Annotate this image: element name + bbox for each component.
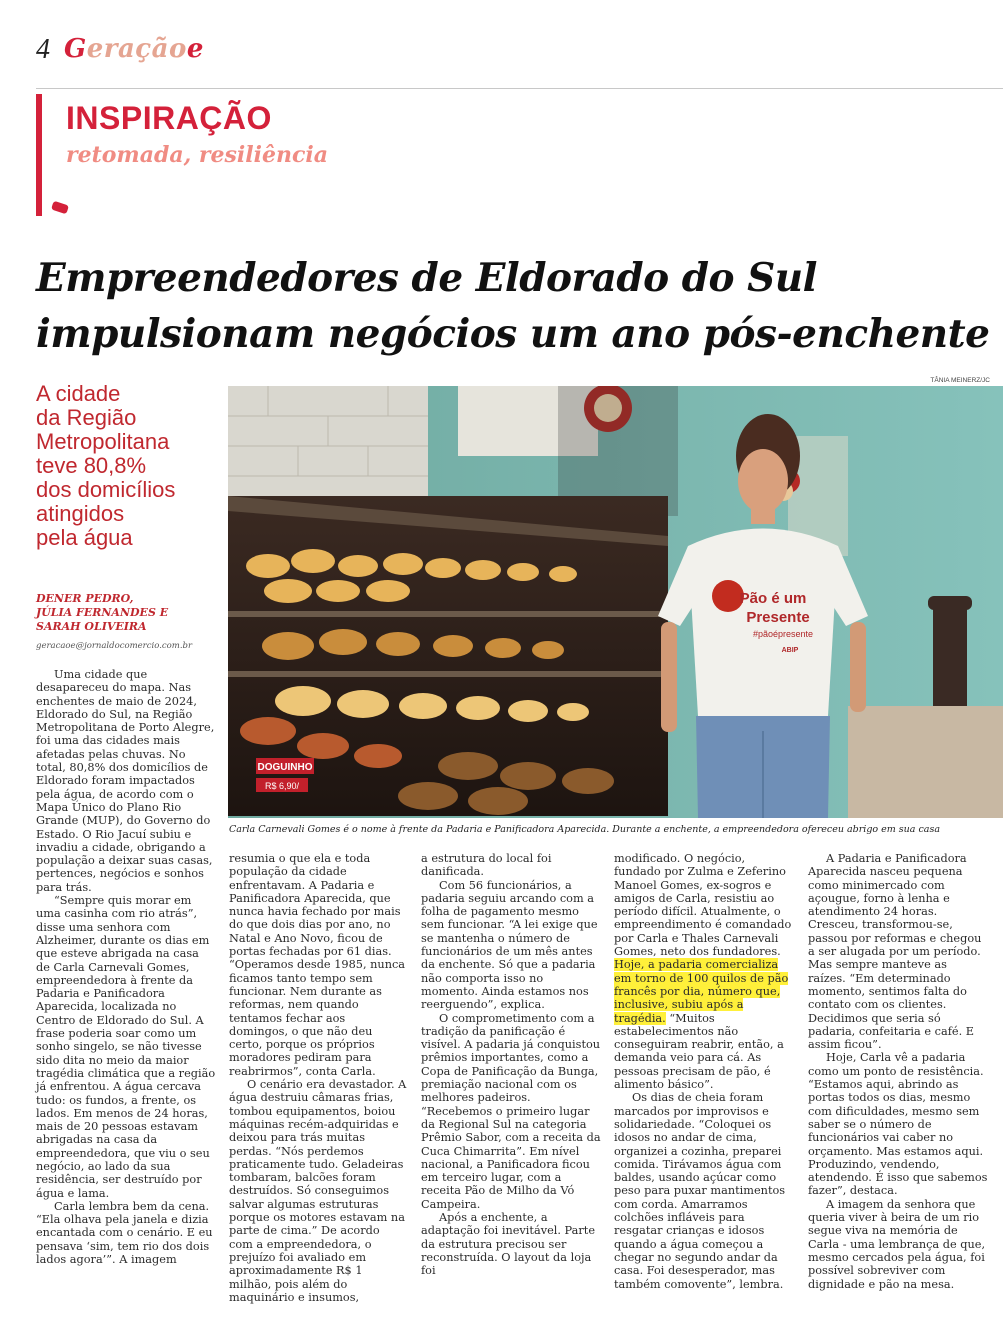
photo-tag-price: R$ 6,90/	[264, 781, 300, 791]
brand-logo-g: G	[64, 34, 87, 64]
paragraph-text: “Muitos estabelecimentos não conseguiram reabrir, então, a demanda veio para cá. As pessoas precisam de pão, é alimento básico”.	[614, 1011, 784, 1092]
lede-line: A cidade	[36, 381, 121, 406]
headline-line-2: impulsionam negócios um ano pós-enchente	[36, 311, 990, 357]
lede	[36, 382, 216, 550]
article-column-3	[421, 852, 601, 1278]
paragraph: resumia o que ela e toda população da cidade enfrentavam. A Padaria e Panificadora Aparecida, que nunca havia fechado por mais do que dois dias por ano, no Natal e Ano Novo, ficou de portas fechadas por 61 dias. “Operamos desde 1985, nunca ficamos tanto tempo sem funcionar. Nem durante as reformas, nem quando tentamos fechar aos domingos, o que não deu certo, porque os próprios moradores pediram para reabrirmos”, conta Carla.	[229, 852, 406, 1078]
lede-line: da Região	[36, 405, 137, 430]
shirt-line-2: Presente	[746, 609, 810, 626]
article-column-5	[808, 852, 988, 1291]
headline-line-1: Empreendedores de Eldorado do Sul	[36, 255, 817, 301]
lede-line: Metropolitana	[36, 429, 170, 454]
shirt-line-1: Pão é um	[739, 590, 807, 607]
section-accent-bar	[36, 94, 42, 216]
author-line: DENER PEDRO,	[36, 592, 134, 605]
headline	[36, 250, 996, 362]
brand-logo	[64, 34, 204, 64]
byline-email: geracaoe@jornaldocomercio.com.br	[36, 641, 193, 651]
photo-tag-doguinho: DOGUINHO	[257, 762, 313, 773]
lede-line: pela água	[36, 525, 133, 550]
author-line: SARAH OLIVEIRA	[36, 620, 147, 633]
article-column-1	[36, 668, 216, 1266]
paragraph: Uma cidade que desapareceu do mapa. Nas enchentes de maio de 2024, Eldorado do Sul, na Região Metropolitana de Porto Alegre, foi uma das cidades mais afetadas pelas chuvas. No total, 80,8% dos domicílios de Eldorado foram impactados pela água, de acordo com o Mapa Único do Plano Rio Grande (MUP), do Governo do Estado. O Rio Jacuí subiu e invadiu a cidade, obrigando a população a deixar suas casas, pertences, negócios e sonhos para trás.	[36, 668, 215, 894]
author-line: JÚLIA FERNANDES E	[36, 606, 169, 619]
byline-authors	[36, 592, 216, 634]
bakery-photo	[228, 386, 1003, 818]
lede-line: atingidos	[36, 501, 125, 526]
brand-logo-middle: eração	[86, 34, 187, 64]
highlighted-quote: Hoje, a padaria comercializa em torno de 100 quilos de pão francês por dia, número que, inclusive, subiu após a tragédia.	[614, 958, 789, 1025]
paragraph: A imagem da senhora que queria viver à beira de um rio segue viva na memória de Carla - uma lembrança de que, mesmo cercados pela água, foi possível sobreviver com dignidade e pão na mesa.	[808, 1197, 986, 1291]
brand-logo-e: e	[186, 34, 204, 64]
section-title: INSPIRAÇÃO	[66, 100, 272, 136]
shirt-hashtag: #pãoépresente	[752, 629, 814, 639]
paragraph-text: modificado. O negócio, fundado por Zulma e Zeferino Manoel Gomes, ex-sogros e amigos de Carla, resistiu ao período difícil. Atualmente, o empreendimento é comandado por Carla e Thales Carnevali Gomes, neto dos fundadores.	[614, 852, 792, 959]
paragraph: A Padaria e Panificadora Aparecida nasceu pequena como minimercado com açougue, forno à lenha e atendimento 24 horas. Cresceu, transformou-se, passou por reformas e chegou a ser alugada por um período. Mas sempre manteve as raízes. “Em determinado momento, sentimos falta do contato com os clientes. Decidimos que seria só padaria, confeitaria e café. E assim ficou”.	[808, 852, 982, 1052]
photo-credit: TÂNIA MEINERZ/JC	[930, 377, 990, 384]
header-divider	[36, 88, 1003, 89]
paragraph: Hoje, Carla vê a padaria como um ponto de resistência. “Estamos aqui, abrindo as portas todos os dias, mesmo com dificuldades, mesmo sem saber se o número de funcionários vai caber no orçamento. Mas estamos aqui. Produzindo, vendendo, atendendo. É isso que sabemos fazer”, destaca.	[808, 1051, 988, 1198]
section-subtitle: retomada, resiliência	[66, 142, 328, 168]
paragraph: Carla lembra bem da cena. “Ela olhava pela janela e dizia encantada com o cenário. E eu pensava ‘sim, tem rio dos dois lados agora’”. A imagem	[36, 1199, 213, 1267]
paragraph: O comprometimento com a tradição da panificação é visível. A padaria já conquistou prêmios importantes, como a Copa de Panificação da Bunga, premiação nacional com os melhores padeiros. “Recebemos o primeiro lugar da Regional Sul na categoria Prêmio Sabor, com a receita da Cuca Chimarrita”. Em nível nacional, a Panificadora ficou em terceiro lugar, com a receita Pão de Milho da Vó Campeira.	[421, 1011, 601, 1211]
paragraph: O cenário era devastador. A água destruiu câmaras frias, tombou equipamentos, boiou máquinas recém-adquiridas e deixou para trás muitas perdas. “Nós perdemos praticamente tudo. Geladeiras tombaram, balcões foram destruídos. Só conseguimos salvar algumas estruturas porque os motores estavam na parte de cima.” De acordo com a empreendedora, o prejuízo foi avaliado em aproximadamente R$ 1 milhão, pois além do maquinário e insumos,	[229, 1078, 407, 1304]
paragraph	[614, 852, 794, 1091]
page-number: 4	[36, 34, 50, 65]
paragraph: Após a enchente, a adaptação foi inevitável. Parte da estrutura precisou ser reconstruída. O layout da loja foi	[421, 1211, 596, 1278]
section-accent-mark	[51, 201, 69, 215]
article-column-4	[614, 852, 794, 1291]
lede-line: dos domicílios	[36, 477, 176, 502]
shirt-logo: ABIP	[781, 647, 799, 654]
paragraph: Os dias de cheia foram marcados por improvisos e solidariedade. “Coloquei os idosos no andar de cima, organizei a cozinha, preparei comida. Tirávamos água com baldes, usando açúcar como peso para puxar mantimentos com corda. Amarramos colchões infláveis para resgatar crianças e idosos quando a água começou a chegar no segundo andar da casa. Foi desesperador, mas também comovente”, lembra.	[614, 1091, 786, 1291]
paragraph: “Sempre quis morar em uma casinha com rio atrás”, disse uma senhora com Alzheimer, durante os dias em que esteve abrigada na casa de Carla Carnevali Gomes, empreendedora à frente da Padaria e Panificadora Aparecida, localizada no Centro de Eldorado do Sul. A frase poderia soar como um sonho singelo, se não tivesse sido dita no meio da maior tragédia climática que a região já enfrentou. A água cercava tudo: os fundos, a frente, os lados. Em menos de 24 horas, mais de 20 pessoas estavam abrigadas na casa da empreendedora, que viu o seu negócio, ao lado da sua residência, ser destruído por água e lama.	[36, 894, 216, 1200]
paragraph: Com 56 funcionários, a padaria seguiu arcando com a folha de pagamento mesmo sem funcionar. “A lei exige que se mantenha o número de funcionários de um mês antes da enchente. Só que a padaria não comporta isso no momento. Ainda estamos nos reerguendo”, explica.	[421, 878, 598, 1012]
paragraph: a estrutura do local foi danificada.	[421, 852, 552, 879]
article-column-2	[229, 852, 407, 1304]
lede-line: teve 80,8%	[36, 453, 147, 478]
photo-caption: Carla Carnevali Gomes é o nome à frente da Padaria e Panificadora Aparecida. Durante a enchente, a empreendedora ofereceu abrigo em sua casa	[229, 824, 940, 835]
